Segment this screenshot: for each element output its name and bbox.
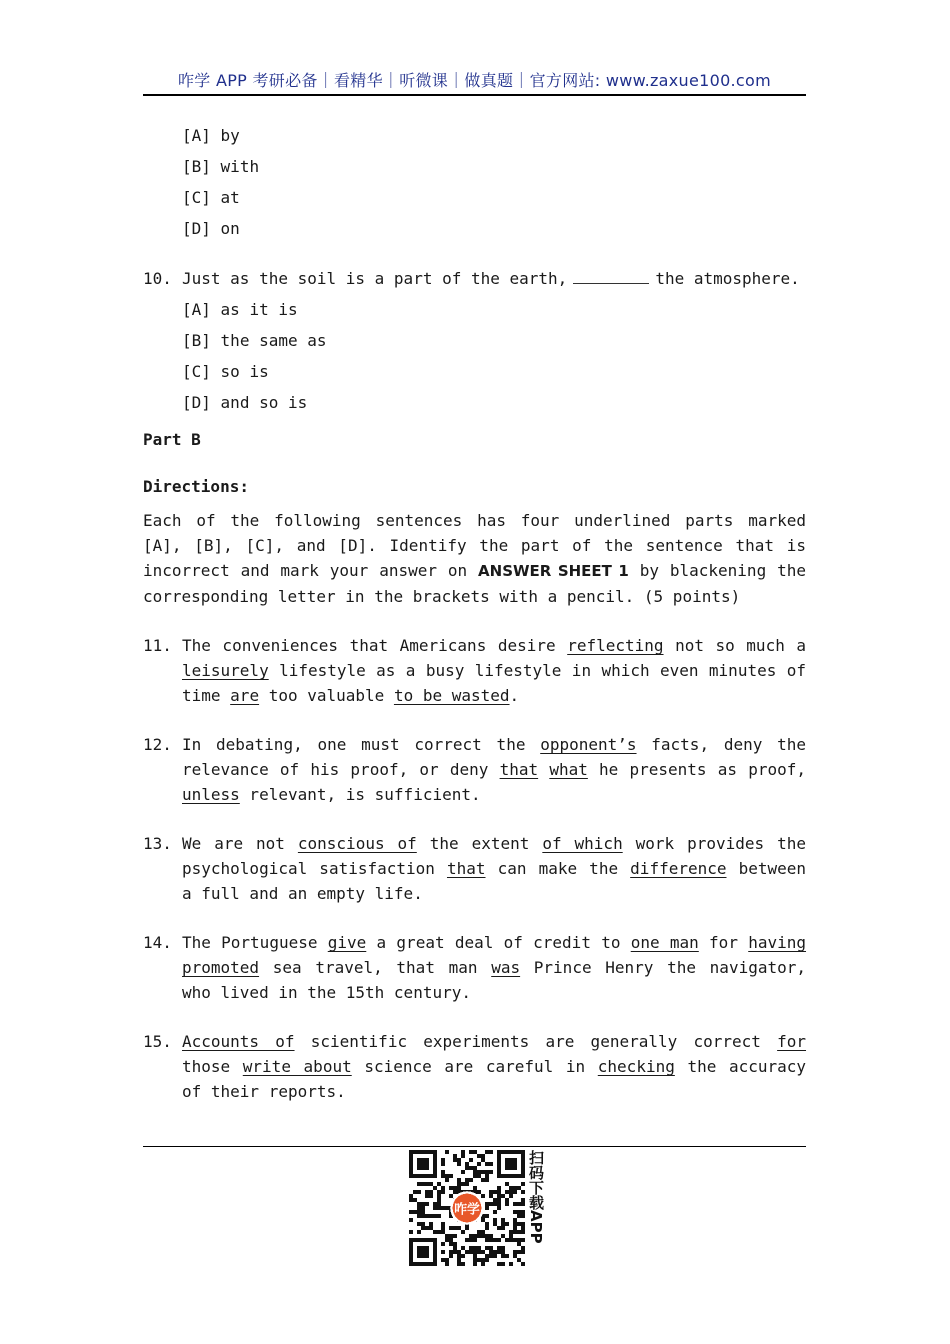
page-content: [143, 120, 806, 1104]
option-b: [B] the same as: [182, 331, 327, 350]
question-text: science are careful in: [351, 1057, 598, 1076]
underlined-choice: write about: [242, 1057, 352, 1076]
question-text: lifestyle as a busy lifestyle in which even minutes of time: [182, 661, 806, 705]
option-d: [D] on: [182, 219, 240, 238]
underlined-choice: checking: [597, 1057, 675, 1076]
underlined-choice: that: [499, 760, 539, 779]
underlined-choice: of which: [542, 834, 623, 853]
question-text: .: [509, 686, 520, 705]
underlined-choice: conscious of: [297, 834, 417, 853]
underlined-choice: reflecting: [567, 636, 664, 655]
answer-blank: [573, 266, 649, 284]
underlined-choice: having promoted: [182, 933, 807, 977]
question-text: [538, 760, 549, 779]
qr-caption: 扫码下载APP: [527, 1150, 545, 1244]
svg-text:咋学: 咋学: [454, 1202, 480, 1218]
question-number: 15.: [143, 1032, 172, 1051]
question-text: he presents as proof,: [587, 760, 807, 779]
underlined-choice: one man: [630, 933, 699, 952]
underlined-choice: difference: [630, 859, 727, 878]
question-12: [143, 732, 806, 807]
underlined-choice: Accounts of: [182, 1032, 295, 1051]
option-a: [A] as it is: [182, 300, 298, 319]
question-text: between a full and an empty life.: [182, 859, 807, 903]
question-text: In debating, one must correct the: [182, 735, 541, 754]
option-a: [A] by: [182, 126, 240, 145]
q9-options: [143, 120, 806, 244]
directions-text: Each of the following sentences has four underlined parts marked [A], [B], [C], and [D]. Identify the part of the sentence that is incorrect and mark your answer on ANSWER SHEET 1 by blackening the corresponding letter in the brackets with a pencil. (5 points): [143, 511, 806, 606]
question-text-after: the atmosphere.: [655, 269, 800, 288]
question-text: facts, deny the relevance of his proof, or deny: [182, 735, 807, 779]
question-text: sea travel, that man: [259, 958, 492, 977]
question-text-before: Just as the soil is a part of the earth,: [182, 269, 568, 288]
question-number: 14.: [143, 933, 172, 952]
q10-options: [143, 294, 806, 418]
directions-title: Directions:: [143, 477, 249, 496]
underlined-choice: to be wasted: [393, 686, 510, 705]
question-10: [143, 263, 806, 294]
question-number: 13.: [143, 834, 172, 853]
question-number: 10.: [143, 269, 172, 288]
question-text: The conveniences that Americans desire: [182, 636, 568, 655]
footer-divider: [143, 1146, 806, 1147]
question-text: the extent: [416, 834, 543, 853]
underlined-choice: unless: [182, 785, 240, 804]
underlined-choice: leisurely: [182, 661, 269, 680]
question-text: for: [698, 933, 749, 952]
header-text: 咋学 APP 考研必备｜看精华｜听微课｜做真题｜官方网站: www.zaxue100.com: [177, 71, 772, 90]
question-text: scientific experiments are generally correct: [294, 1032, 778, 1051]
question-text: too valuable: [259, 686, 394, 705]
question-text: We are not: [182, 834, 298, 853]
question-11: [143, 633, 806, 708]
question-text: a great deal of credit to: [366, 933, 631, 952]
question-list: [143, 633, 806, 1104]
underlined-choice: was: [491, 958, 521, 977]
page-header: [143, 68, 806, 96]
question-text: The Portuguese: [182, 933, 328, 952]
question-text: not so much a: [663, 636, 807, 655]
question-text: can make the: [485, 859, 631, 878]
underlined-choice: what: [549, 760, 588, 779]
underlined-choice: give: [327, 933, 367, 952]
section-title: Part B: [143, 430, 201, 449]
option-b: [B] with: [182, 157, 260, 176]
question-15: [143, 1029, 806, 1104]
question-13: [143, 831, 806, 906]
question-text: relevant, is sufficient.: [239, 785, 481, 804]
underlined-choice: that: [446, 859, 486, 878]
question-text: Prince Henry the navigator, who lived in the 15th century.: [182, 958, 807, 1002]
qr-code-icon: [409, 1150, 525, 1266]
question-number: 11.: [143, 636, 172, 655]
option-c: [C] at: [182, 188, 240, 207]
option-c: [C] so is: [182, 362, 269, 381]
underlined-choice: opponent’s: [540, 735, 637, 754]
underlined-choice: for: [777, 1032, 807, 1051]
question-number: 12.: [143, 735, 172, 754]
question-text: the accuracy of their reports.: [182, 1057, 807, 1101]
question-text: those: [182, 1057, 243, 1076]
answer-sheet-label: ANSWER SHEET 1: [478, 562, 629, 580]
question-14: [143, 930, 806, 1005]
option-d: [D] and so is: [182, 393, 308, 412]
question-text: work provides the psychological satisfaction: [182, 834, 807, 878]
underlined-choice: are: [230, 686, 260, 705]
